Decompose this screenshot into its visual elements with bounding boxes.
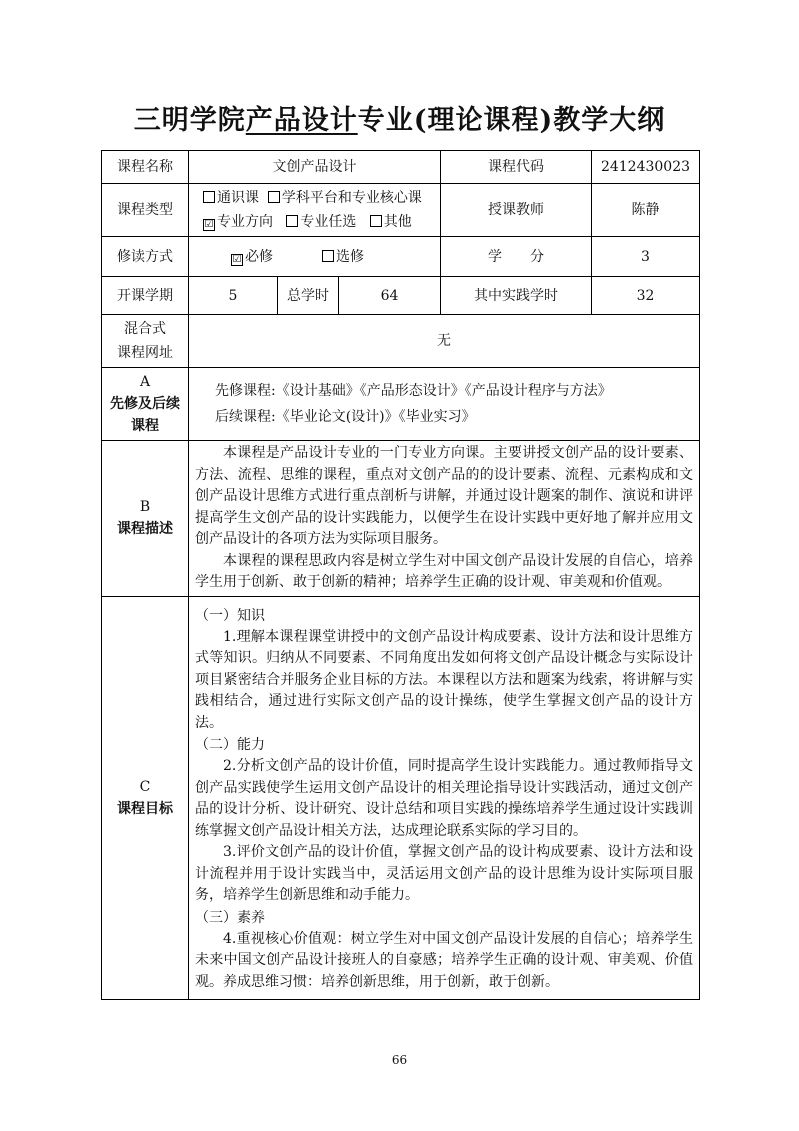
course-name-value: 文创产品设计 (189, 151, 441, 184)
ability-heading: （二）能力 (195, 737, 265, 753)
row-section-a (102, 368, 700, 441)
row-semester (102, 277, 700, 315)
knowledge-heading: （一）知识 (195, 607, 265, 624)
course-name-label: 课程名称 (102, 151, 189, 184)
checkbox-empty-icon (268, 191, 280, 203)
description-paragraph: 本课程的课程思政内容是树立学生对中国文创产品设计发展的自信心，培养学生用于创新、敢于创新的精神；培养学生正确的设计观、审美观和价值观。 (195, 552, 693, 590)
checkbox-checked-icon: ☑ (232, 253, 242, 265)
study-mode-label: 修读方式 (102, 237, 189, 277)
checkbox-empty-icon (370, 215, 382, 227)
course-code-label: 课程代码 (441, 151, 592, 184)
section-b-label: B 课程描述 (102, 441, 189, 597)
checkbox-empty-icon (203, 191, 215, 203)
goal-1: 1.理解本课程课堂讲授中的文创产品设计构成要素、设计方法和设计思维方式等知识。归纳从不同要素、不同角度出发如何将文创产品设计概念与实际设计项目紧密结合并服务企业目标的方法。本课程以方法和题案为线索，将讲解与实践相结合，通过进行实际文创产品的设计操练，使学生掌握文创产品的设计方法。 (195, 628, 693, 731)
syllabus-table (101, 150, 700, 1000)
page-number: 66 (391, 1053, 408, 1067)
page-title (0, 98, 799, 137)
total-hours-value: 64 (339, 277, 441, 315)
row-mixed-url (102, 315, 700, 368)
title-suffix: 专业(理论课程)教学大纲 (357, 105, 666, 136)
section-b-content (189, 441, 700, 597)
mode-option-required: ☑ 必修 (232, 248, 273, 265)
checkbox-checked-icon: ☑ (204, 219, 214, 230)
checkbox-empty-icon (322, 250, 334, 262)
total-hours-label: 总学时 (278, 277, 339, 315)
credit-label: 学 分 (441, 237, 592, 277)
title-major: 产品设计 (245, 105, 358, 136)
goal-2: 2.分析文创产品的设计价值，同时提高学生设计实践能力。通过教师指导文创产品实践使学生运用文创产品设计的相关理论指导设计实践活动，通过文创产品的设计分析、设计研究、设计总结和项目实践的操练培养学生通过设计实践训练掌握文创产品设计相关方法，达成理论联系实际的学习目的。 (195, 758, 693, 839)
goal-3: 3.评价文创产品的设计价值，掌握文创产品的设计构成要素、设计方法和设计流程并用于设计实践当中，灵活运用文创产品的设计思维为设计实际项目服务，培养学生创新思维和动手能力。 (195, 844, 693, 903)
title-school: 三明学院 (133, 105, 246, 136)
course-code-value: 2412430023 (592, 151, 700, 184)
course-type-label: 课程类型 (102, 184, 189, 237)
section-a-label: A 先修及后续 课程 (102, 368, 189, 441)
study-mode-options (189, 237, 441, 277)
section-a-content (189, 368, 700, 441)
teacher-value: 陈静 (592, 184, 700, 237)
course-type-options (189, 184, 441, 237)
row-course-name (102, 151, 700, 184)
row-section-c (102, 596, 700, 1000)
prerequisite-courses: 先修课程:《设计基础》《产品形态设计》《产品设计程序与方法》 (215, 383, 612, 399)
description-paragraph: 本课程是产品设计专业的一门专业方向课。主要讲授文创产品的设计要素、方法、流程、思维的课程，重点对文创产品的的设计要素、流程、元素构成和文创产品设计思维方式进行重点剖析与讲解，并通过设计题案的制作、演说和讲评提高学生文创产品的设计实践能力，以便学生在设计实践中更好地了解并应用文创产品设计的各项方法为实际项目服务。 (195, 445, 693, 547)
quality-heading: （三）素养 (195, 909, 265, 926)
type-option-general: 通识课 (203, 190, 259, 206)
row-section-b (102, 441, 700, 597)
semester-value: 5 (189, 277, 278, 315)
follow-up-courses: 后续课程:《毕业论文(设计)》《毕业实习》 (215, 409, 476, 425)
section-c-content (189, 596, 700, 1000)
type-option-direction: ☑ 专业方向 (204, 214, 273, 230)
semester-label: 开课学期 (102, 277, 189, 315)
practice-hours-value: 32 (592, 277, 700, 315)
practice-hours-label: 其中实践学时 (441, 277, 592, 315)
type-option-other: 其他 (370, 214, 412, 230)
checkbox-empty-icon (286, 215, 298, 227)
mode-option-elective: 选修 (322, 249, 364, 265)
teacher-label: 授课教师 (441, 184, 592, 237)
row-study-mode (102, 237, 700, 277)
row-course-type (102, 184, 700, 237)
type-option-elective: 专业任选 (286, 214, 356, 230)
section-c-label: C 课程目标 (102, 596, 189, 1000)
mixed-url-label: 混合式 课程网址 (102, 315, 189, 368)
mixed-url-value: 无 (189, 315, 700, 368)
credit-value: 3 (592, 237, 700, 277)
type-option-core: 学科平台和专业核心课 (268, 190, 422, 206)
goal-4: 4.重视核心价值观：树立学生对中国文创产品设计发展的自信心；培养学生未来中国文创产品设计接班人的自豪感；培养学生正确的设计观、审美观、价值观。养成思维习惯：培养创新思维，用于创新，敢于创新。 (195, 930, 693, 990)
